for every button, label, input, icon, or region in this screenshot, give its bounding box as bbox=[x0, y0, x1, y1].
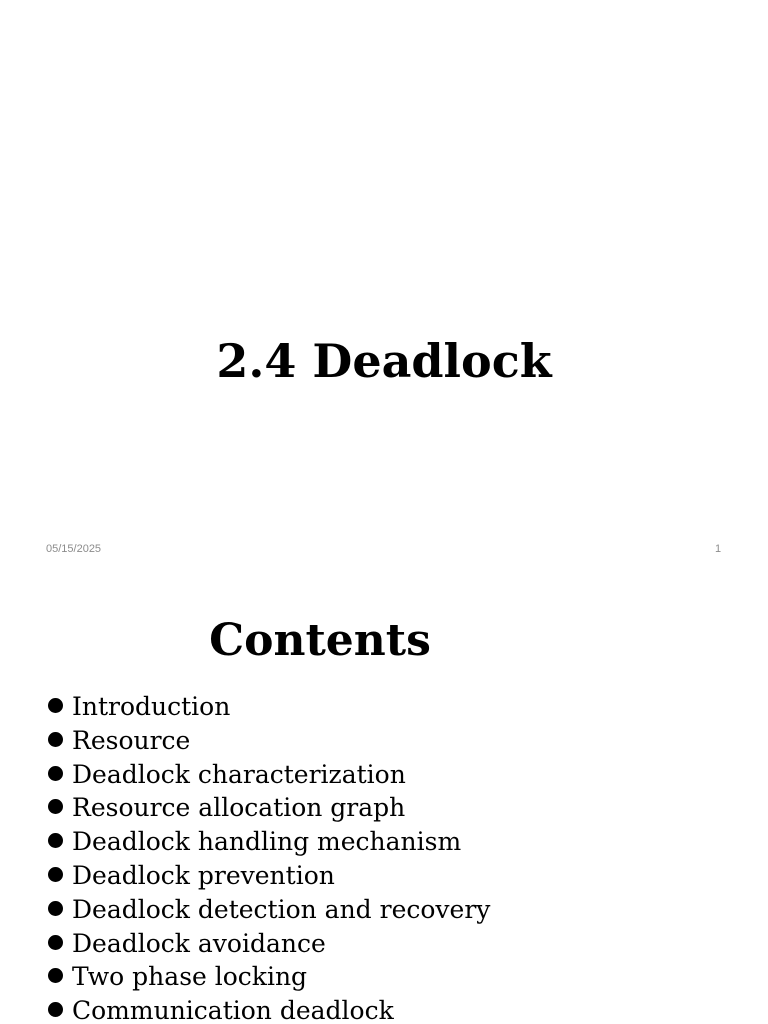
list-item-label: Deadlock handling mechanism bbox=[72, 827, 462, 857]
bullet-icon bbox=[48, 833, 63, 848]
list-item bbox=[46, 927, 490, 961]
list-item bbox=[46, 893, 490, 927]
list-item bbox=[46, 960, 490, 994]
contents-list bbox=[46, 690, 490, 1024]
bullet-icon bbox=[48, 901, 63, 916]
bullet-icon bbox=[48, 867, 63, 882]
slide-footer-date: 05/15/2025 bbox=[46, 543, 102, 555]
bullet-icon bbox=[48, 766, 63, 781]
slide-contents bbox=[0, 576, 768, 1024]
slide-number: 1 bbox=[714, 543, 722, 555]
list-item bbox=[46, 724, 490, 758]
contents-heading: Contents bbox=[209, 615, 431, 666]
list-item bbox=[46, 994, 490, 1024]
bullet-icon bbox=[48, 698, 63, 713]
list-item-label: Introduction bbox=[72, 692, 231, 721]
list-item-label: Resource allocation graph bbox=[72, 793, 406, 823]
list-item-label: Deadlock avoidance bbox=[72, 928, 326, 958]
bullet-icon bbox=[48, 968, 63, 983]
bullet-icon bbox=[48, 1002, 63, 1017]
list-item bbox=[46, 690, 490, 724]
list-item-label: Resource bbox=[72, 725, 191, 755]
list-item-label: Communication deadlock bbox=[72, 996, 394, 1024]
list-item bbox=[46, 859, 490, 893]
bullet-icon bbox=[48, 732, 63, 747]
list-item bbox=[46, 791, 490, 825]
list-item-label: Deadlock characterization bbox=[72, 759, 406, 789]
list-item-label: Two phase locking bbox=[72, 962, 308, 992]
list-item-label: Deadlock detection and recovery bbox=[72, 894, 491, 924]
list-item-label: Deadlock prevention bbox=[72, 860, 335, 890]
list-item bbox=[46, 758, 490, 792]
list-item bbox=[46, 825, 490, 859]
bullet-icon bbox=[48, 935, 63, 950]
bullet-icon bbox=[48, 799, 63, 814]
slide-title-heading: 2.4 Deadlock bbox=[216, 334, 552, 388]
